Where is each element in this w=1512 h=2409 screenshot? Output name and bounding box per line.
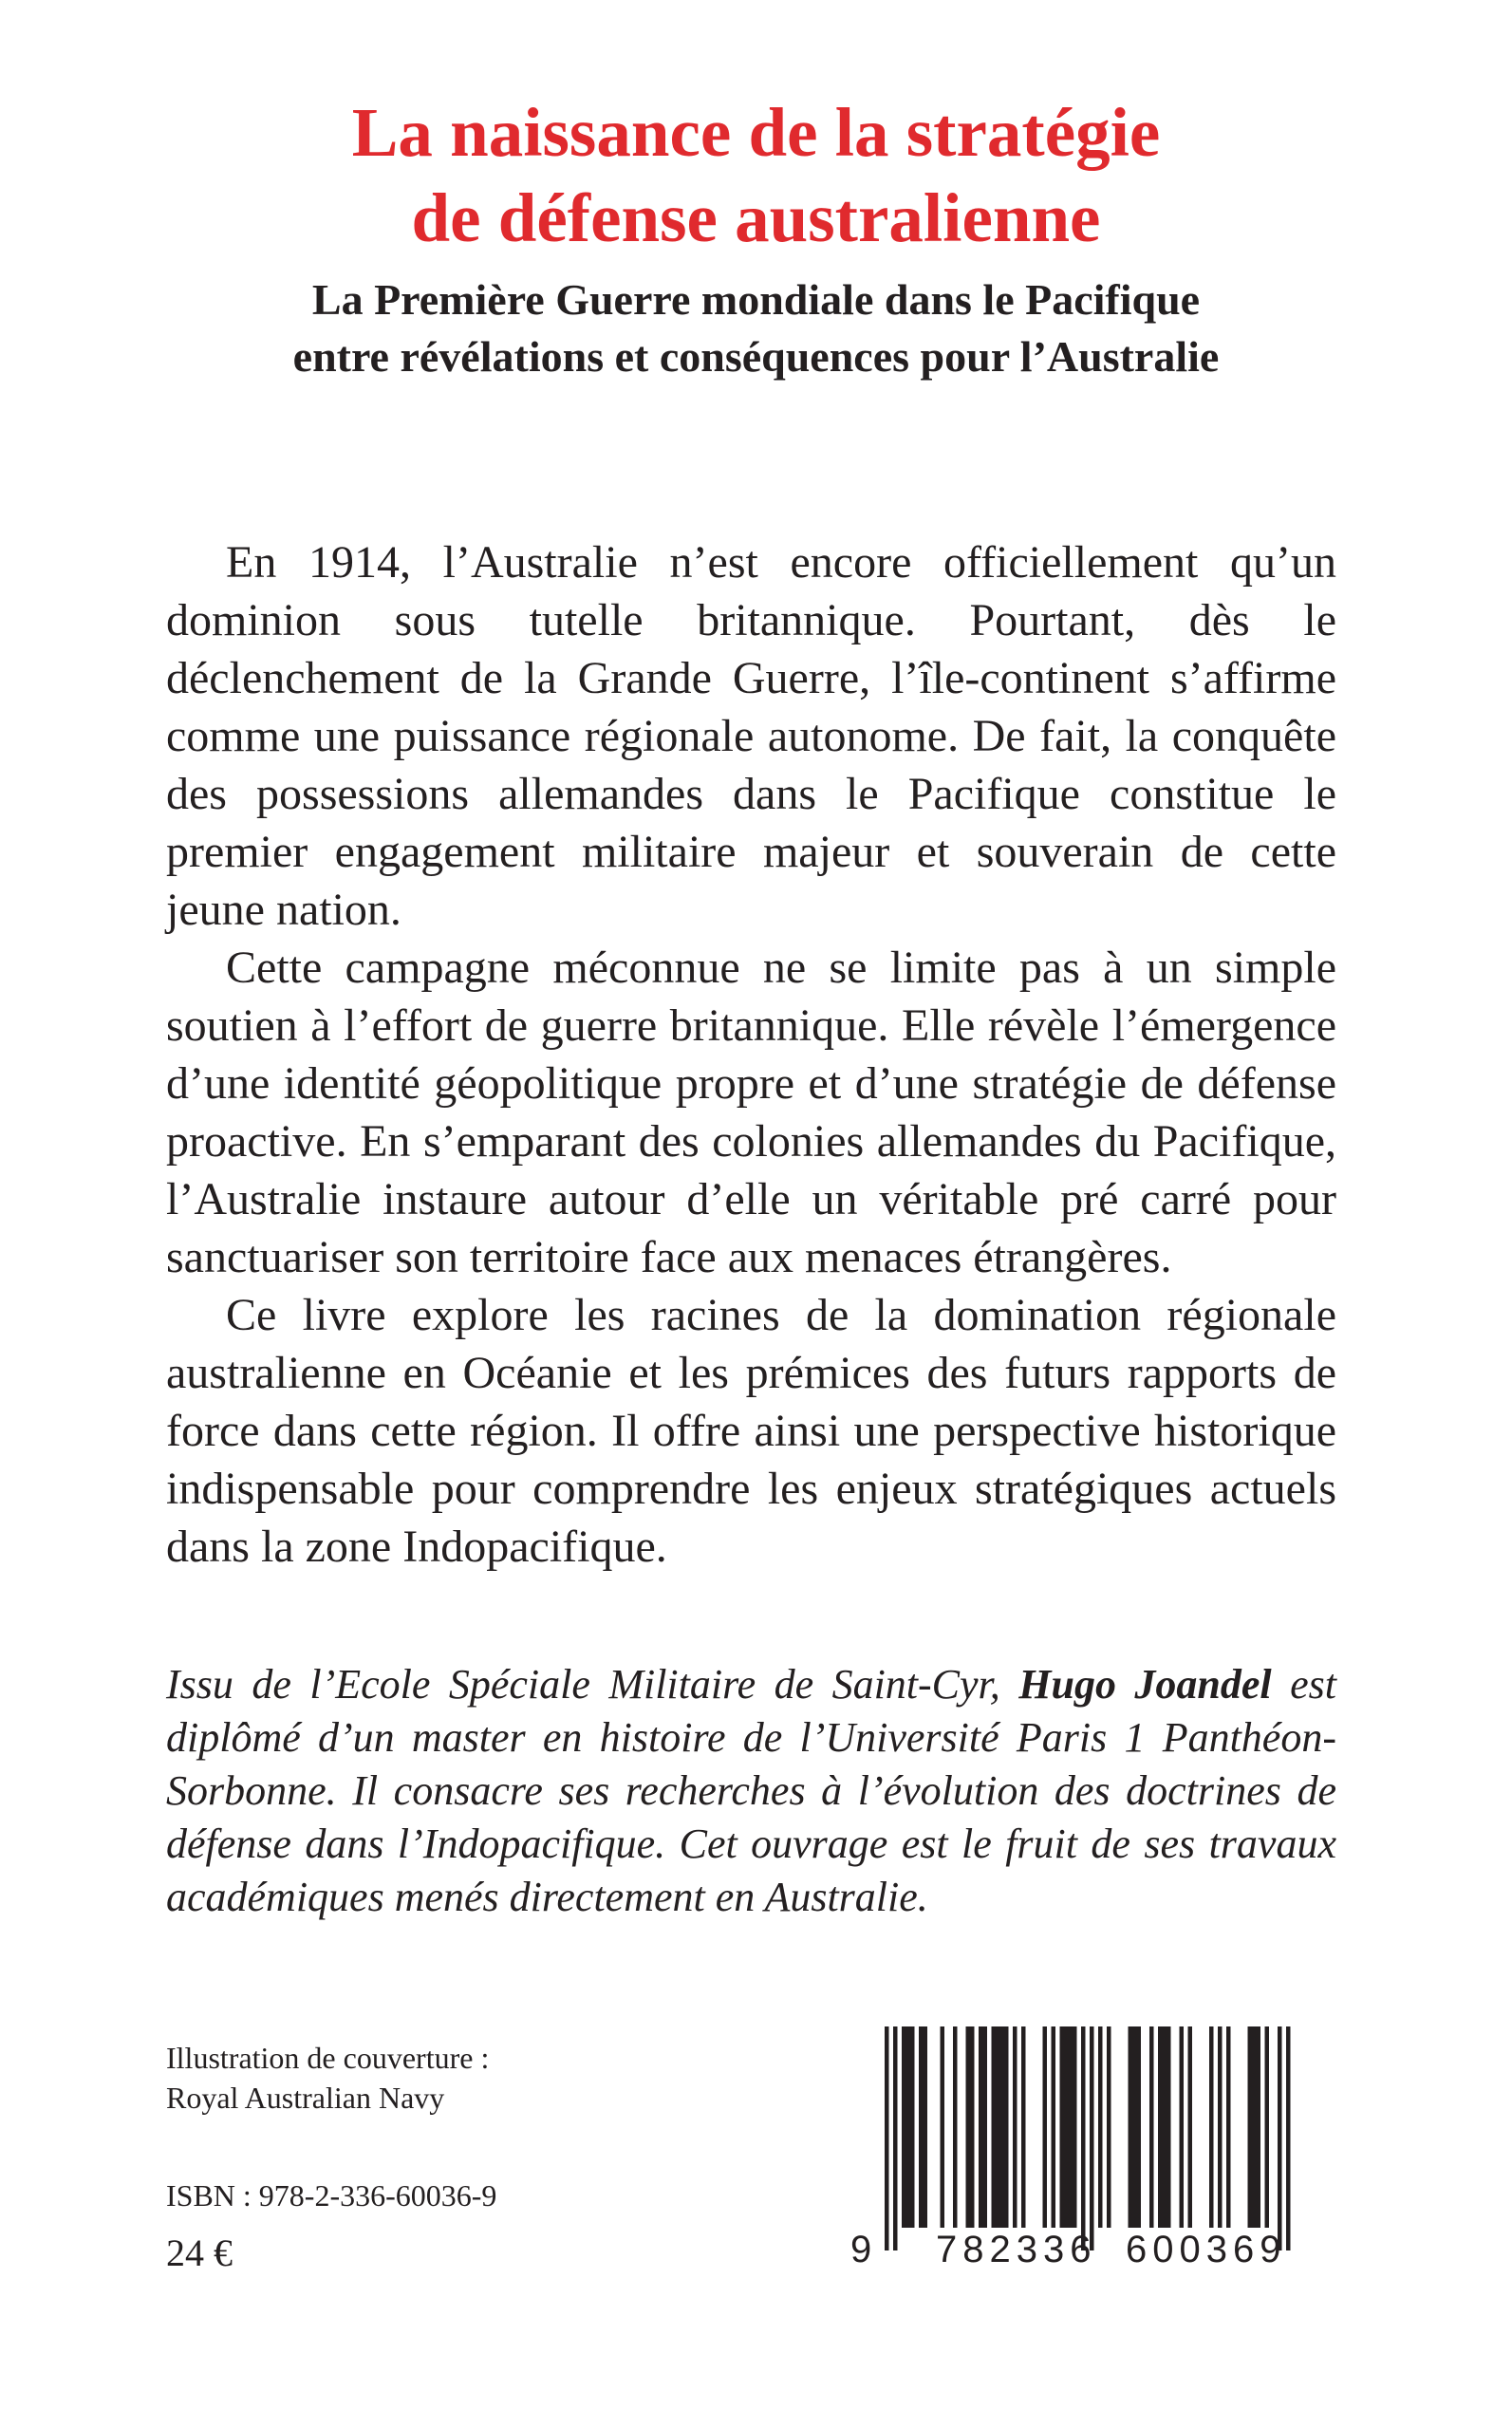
barcode-bar [983,2026,988,2228]
barcode-bar [1064,2026,1069,2228]
barcode-bar [1129,2026,1133,2228]
barcode-bar [893,2026,898,2250]
barcode-bar [996,2026,1000,2228]
barcode-bar [1286,2026,1291,2250]
book-subtitle [0,271,1512,385]
barcode-bar [1000,2026,1005,2228]
barcode-bar [1218,2026,1223,2228]
price: 24 € [166,2232,233,2274]
barcode-bar [992,2026,997,2228]
barcode-bar [1167,2026,1171,2228]
barcode-bar [910,2026,915,2228]
barcode-bar [924,2026,928,2228]
blurb-paragraph-1: En 1914, l’Australie n’est encore officiellement qu’un dominion sous tutelle britannique. Pourtant, dès le déclenchement de la Grande Guerre, l’île-continent s’affirme comme une puissance régionale autonome. De fait, la conquête des possessions allemandes dans le Pacifique constitue le premier engagement militaire majeur et souverain de cette jeune nation. [166,537,1336,935]
author-bio-paragraph [166,1658,1336,1924]
blurb [166,533,1336,1576]
isbn: ISBN : 978-2-336-60036-9 [166,2178,497,2213]
barcode-bar [953,2026,958,2228]
barcode-bar [1132,2026,1137,2228]
barcode-bar [1278,2026,1282,2250]
barcode-bar [1060,2026,1065,2228]
barcode-bar [1226,2026,1231,2228]
barcode-bar [919,2026,924,2228]
bio-rest: est diplômé d’un master en histoire de l’Université Paris 1 Panthéon-Sorbonne. Il consacre ses recherches à l’évolution des doctrines de défense dans l’Indopacifique. Cet ouvrage est le fruit de ses travaux académiques menés directement en Australie. [166,1661,1336,1920]
barcode-bar [1098,2026,1103,2228]
bio-intro: Issu de l’Ecole Spéciale Militaire de Saint-Cyr, [166,1661,1019,1708]
barcode-bar [1107,2026,1111,2228]
book-title [0,90,1512,261]
author-name: Hugo Joandel [1018,1661,1272,1708]
barcode-bar [941,2026,945,2228]
barcode-bar [885,2026,889,2250]
barcode-bar [1013,2026,1017,2228]
credit-source: Royal Australian Navy [166,2081,445,2115]
barcode-bar [1265,2026,1270,2228]
barcode-digits-right: 600369 [1126,2229,1287,2270]
barcode-bar [1090,2026,1094,2250]
barcode-bar [979,2026,983,2228]
barcode-bar [966,2026,971,2228]
barcode-digit-first: 9 [850,2229,872,2270]
barcode [850,2026,1322,2283]
subtitle-line-2: entre révélations et conséquences pour l’Australie [292,332,1220,381]
author-bio [166,1658,1336,1924]
barcode-bar [1209,2026,1214,2228]
barcode-bar [1043,2026,1048,2228]
barcode-bar [1188,2026,1193,2228]
blurb-paragraph-2: Cette campagne méconnue ne se limite pas à un simple soutien à l’effort de guerre britannique. Elle révèle l’émergence d’une identité géopolitique propre et d’une stratégie de défense proactive. En s’emparant des colonies allemandes du Pacifique, l’Australie instaure autour d’elle un véritable pré carré pour sanctuariser son territoire face aux menaces étrangères. [166,943,1336,1282]
barcode-bar [970,2026,975,2228]
barcode-bar [1069,2026,1073,2228]
barcode-bar [1004,2026,1009,2228]
barcode-bar [1073,2026,1077,2228]
barcode-digits-left: 782336 [936,2229,1097,2270]
barcode-bar [1137,2026,1142,2228]
title-line-1: La naissance de la stratégie [351,94,1161,171]
barcode-bar [1248,2026,1253,2228]
barcode-bar [1021,2026,1026,2228]
barcode-bar [1149,2026,1154,2228]
blurb-paragraph-3: Ce livre explore les racines de la domination régionale australienne en Océanie et les prémices des futurs rapports de force dans cette région. Il offre ainsi une perspective historique indispensable pour comprendre les enjeux stratégiques actuels dans la zone Indopacifique. [166,1290,1336,1572]
barcode-bar [1257,2026,1261,2228]
barcode-bar [1158,2026,1163,2228]
subtitle-line-1: La Première Guerre mondiale dans le Pacifique [311,275,1201,324]
credit-label: Illustration de couverture : [166,2041,490,2075]
title-line-2: de défense australienne [411,179,1101,256]
barcode-bar [1052,2026,1056,2228]
barcode-bar [1081,2026,1086,2250]
barcode-bar [906,2026,911,2228]
barcode-bar [902,2026,906,2228]
barcode-bar [1163,2026,1167,2228]
barcode-bar [1252,2026,1257,2228]
illustration-credit [166,2038,489,2118]
barcode-bar [1180,2026,1185,2228]
